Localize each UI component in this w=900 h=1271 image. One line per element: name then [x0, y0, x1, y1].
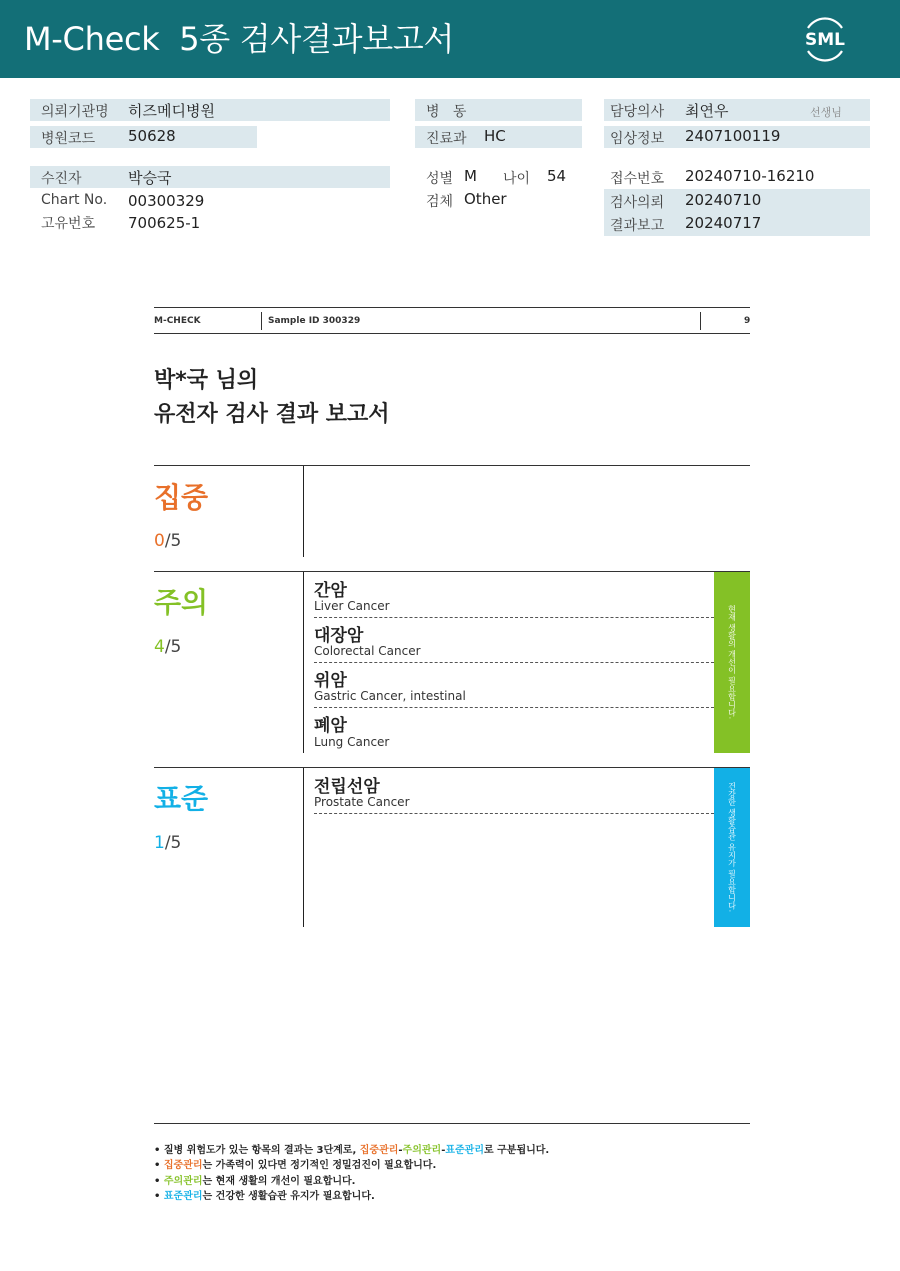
- item-separator: [314, 707, 714, 708]
- cancer-name-en: Gastric Cancer, intestinal: [314, 689, 466, 703]
- standard-title: 표준: [154, 782, 209, 815]
- doctor-suffix: 선생님: [810, 106, 842, 119]
- report-strip-divider: [261, 312, 262, 330]
- sml-logo-text: SML: [805, 30, 845, 50]
- hospital-code-label: 병원코드: [41, 131, 96, 147]
- dept-value: HC: [484, 127, 506, 145]
- caution-count: 4/5: [154, 637, 182, 657]
- chart-value: 00300329: [128, 192, 205, 210]
- section-rule: [154, 465, 750, 466]
- footnote-2: • 집중관리는 가족력이 있다면 정기적인 정밀검진이 필요합니다.: [154, 1160, 437, 1171]
- report-title-line1: 박*국 님의: [154, 368, 259, 393]
- patient-label: 수진자: [41, 171, 82, 187]
- section-divider: [303, 768, 304, 927]
- sample-id: Sample ID 300329: [268, 316, 361, 326]
- sml-logo: [800, 14, 850, 64]
- hospital-code-value: 50628: [128, 127, 176, 145]
- request-date-value: 20240710: [685, 191, 762, 209]
- institution-label: 의뢰기관명: [41, 104, 109, 120]
- section-divider: [303, 572, 304, 753]
- dept-label: 진료과: [426, 131, 467, 147]
- section-rule: [154, 571, 750, 572]
- caution-side-bar: [714, 572, 750, 753]
- section-rule: [154, 767, 750, 768]
- clinical-value: 2407100119: [685, 127, 781, 145]
- cancer-name-ko: 간암: [314, 581, 347, 601]
- item-separator: [314, 813, 714, 814]
- footnote-rule: [154, 1123, 750, 1124]
- caution-side-text: 현재 생활의 개선이 필요합니다.: [727, 605, 737, 720]
- footnote-3: • 주의관리는 현재 생활의 개선이 필요합니다.: [154, 1176, 356, 1187]
- report-brand: M-CHECK: [154, 316, 201, 326]
- focus-title: 집중: [154, 481, 209, 514]
- focus-count: 0/5: [154, 531, 182, 551]
- patient-value: 박승국: [128, 169, 172, 187]
- section-divider: [303, 466, 304, 557]
- report-top-rule: [154, 307, 750, 308]
- cancer-name-en: Colorectal Cancer: [314, 644, 421, 658]
- result-date-label: 결과보고: [610, 218, 665, 234]
- caution-title: 주의: [154, 586, 209, 619]
- chart-label: Chart No.: [41, 192, 108, 208]
- cancer-name-ko: 폐암: [314, 716, 347, 736]
- clinical-label: 임상정보: [610, 131, 665, 147]
- cancer-name-en: Prostate Cancer: [314, 795, 410, 809]
- sex-label: 성별: [426, 171, 454, 187]
- item-separator: [314, 662, 714, 663]
- unique-id-value: 700625-1: [128, 214, 201, 232]
- report-strip-rule: [154, 333, 750, 334]
- receipt-label: 접수번호: [610, 171, 665, 187]
- specimen-value: Other: [464, 190, 507, 208]
- doctor-label: 담당의사: [610, 104, 665, 120]
- cancer-name-en: Lung Cancer: [314, 735, 390, 749]
- footnote-4: • 표준관리는 건강한 생활습관 유지가 필요합니다.: [154, 1191, 375, 1202]
- item-separator: [314, 617, 714, 618]
- specimen-label: 검체: [426, 194, 454, 210]
- cancer-name-ko: 전립선암: [314, 777, 380, 797]
- footnote-1: • 질병 위험도가 있는 항목의 결과는 3단계로, 집중관리-주의관리-표준관리로 구분됩니다.: [154, 1145, 550, 1156]
- cancer-name-ko: 대장암: [314, 626, 364, 646]
- page-title: M-Check 5종 검사결과보고서: [24, 20, 455, 58]
- page-number: 9: [744, 316, 751, 326]
- receipt-value: 20240710-16210: [685, 167, 815, 185]
- report-title-line2: 유전자 검사 결과 보고서: [154, 402, 390, 427]
- age-label: 나이: [503, 171, 531, 187]
- report-strip-divider: [700, 312, 701, 330]
- age-value: 54: [547, 167, 567, 185]
- standard-side-bar: [714, 768, 750, 927]
- institution-value: 히즈메디병원: [128, 102, 215, 120]
- info-band: [30, 166, 390, 188]
- doctor-value: 최연우: [685, 102, 729, 120]
- cancer-name-en: Liver Cancer: [314, 599, 390, 613]
- cancer-name-ko: 위암: [314, 671, 347, 691]
- sex-value: M: [464, 167, 477, 185]
- request-date-label: 검사의뢰: [610, 195, 665, 211]
- unique-id-label: 고유번호: [41, 216, 96, 232]
- standard-count: 1/5: [154, 833, 182, 853]
- standard-side-text: 건강한 생활습관 유지가 필요합니다.: [727, 782, 737, 913]
- ward-label: 병 동: [426, 104, 467, 120]
- result-date-value: 20240717: [685, 214, 762, 232]
